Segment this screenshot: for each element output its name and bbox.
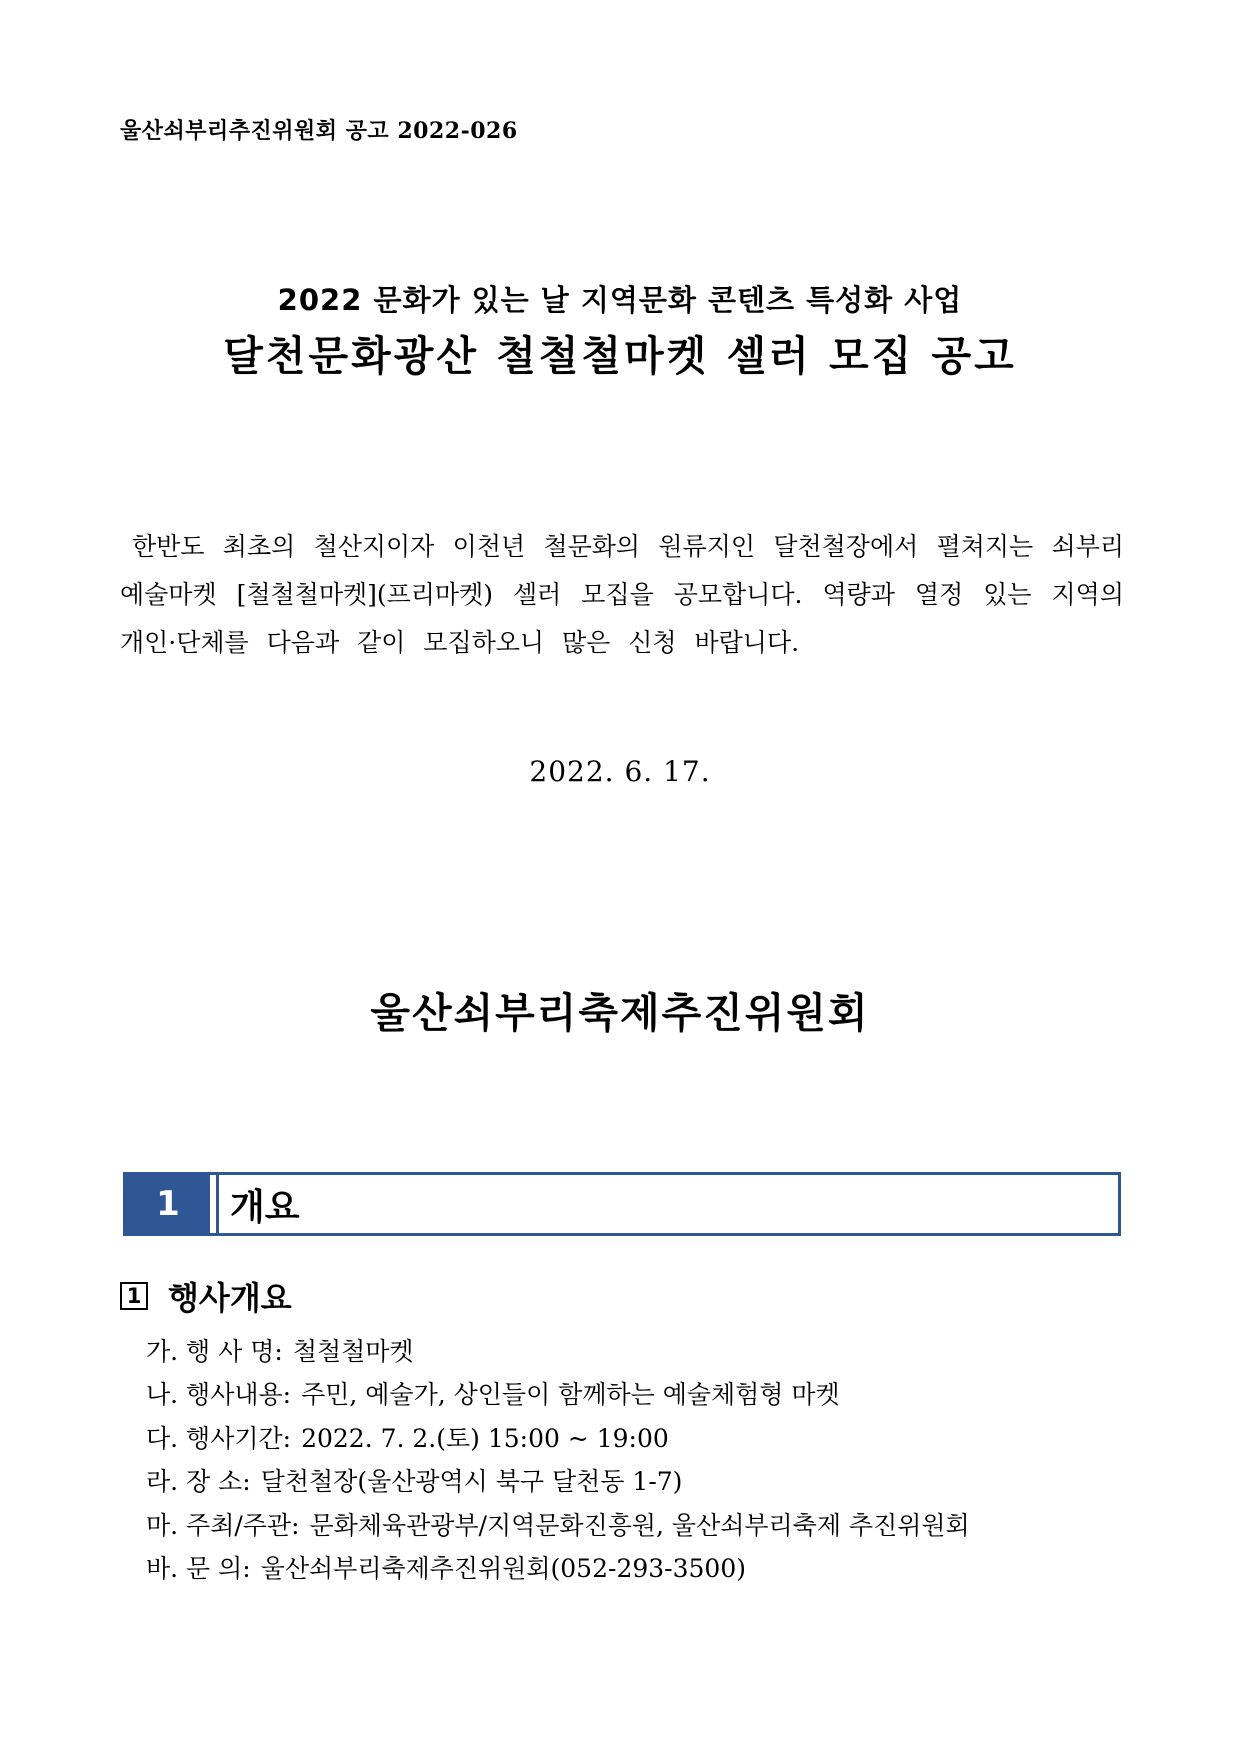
document-subtitle: 2022 문화가 있는 날 지역문화 콘텐츠 특성화 사업 <box>277 283 963 317</box>
detail-value: 달천철장(울산광역시 북구 달천동 1-7) <box>260 1467 683 1497</box>
subsection-heading <box>120 1273 292 1319</box>
detail-row <box>146 1328 1106 1372</box>
section-number: 1 <box>126 1175 210 1233</box>
detail-label: 라. 장 소: <box>146 1467 251 1497</box>
event-details-list <box>146 1328 1106 1589</box>
detail-label: 다. 행사기간: <box>146 1423 292 1453</box>
detail-value: 울산쇠부리축제추진위원회(052-293-3500) <box>260 1554 746 1584</box>
detail-row <box>146 1415 1106 1459</box>
section-title: 개요 <box>230 1186 300 1228</box>
detail-value: 2022. 7. 2.(토) 15:00 ~ 19:00 <box>301 1423 669 1453</box>
section-header <box>123 1172 1121 1236</box>
boxed-number: 1 <box>120 1282 148 1310</box>
intro-paragraph: 한반도 최초의 철산지이자 이천년 철문화의 원류지인 달천철장에서 펼쳐지는 쇠부리예술마켓 [철철철마켓](프리마켓) 셀러 모집을 공모합니다. 역량과 열정 있는 지역의 개인·단체를 다음과 같이 모집하오니 많은 신청 바랍니다. <box>120 532 1124 657</box>
detail-value: 문화체육관광부/지역문화진흥원, 울산쇠부리축제 추진위원회 <box>309 1510 970 1540</box>
detail-label: 바. 문 의: <box>146 1554 251 1584</box>
detail-row <box>146 1502 1106 1546</box>
detail-value: 철철철마켓 <box>292 1336 414 1366</box>
section-divider <box>210 1175 219 1233</box>
detail-row <box>146 1372 1106 1416</box>
notice-number: 울산쇠부리추진위원회 공고 2022-026 <box>120 118 518 144</box>
issuing-organization: 울산쇠부리축제추진위원회 <box>370 989 870 1037</box>
detail-value: 주민, 예술가, 상인들이 함께하는 예술체험형 마켓 <box>301 1380 840 1410</box>
subsection-title: 행사개요 <box>168 1279 292 1317</box>
detail-label: 나. 행사내용: <box>146 1380 292 1410</box>
detail-label: 마. 주최/주관: <box>146 1510 300 1540</box>
notice-date: 2022. 6. 17. <box>529 755 711 788</box>
document-title: 달천문화광산 철철철마켓 셀러 모집 공고 <box>223 332 1017 380</box>
detail-row <box>146 1459 1106 1503</box>
detail-row <box>146 1546 1106 1590</box>
detail-label: 가. 행 사 명: <box>146 1336 283 1366</box>
